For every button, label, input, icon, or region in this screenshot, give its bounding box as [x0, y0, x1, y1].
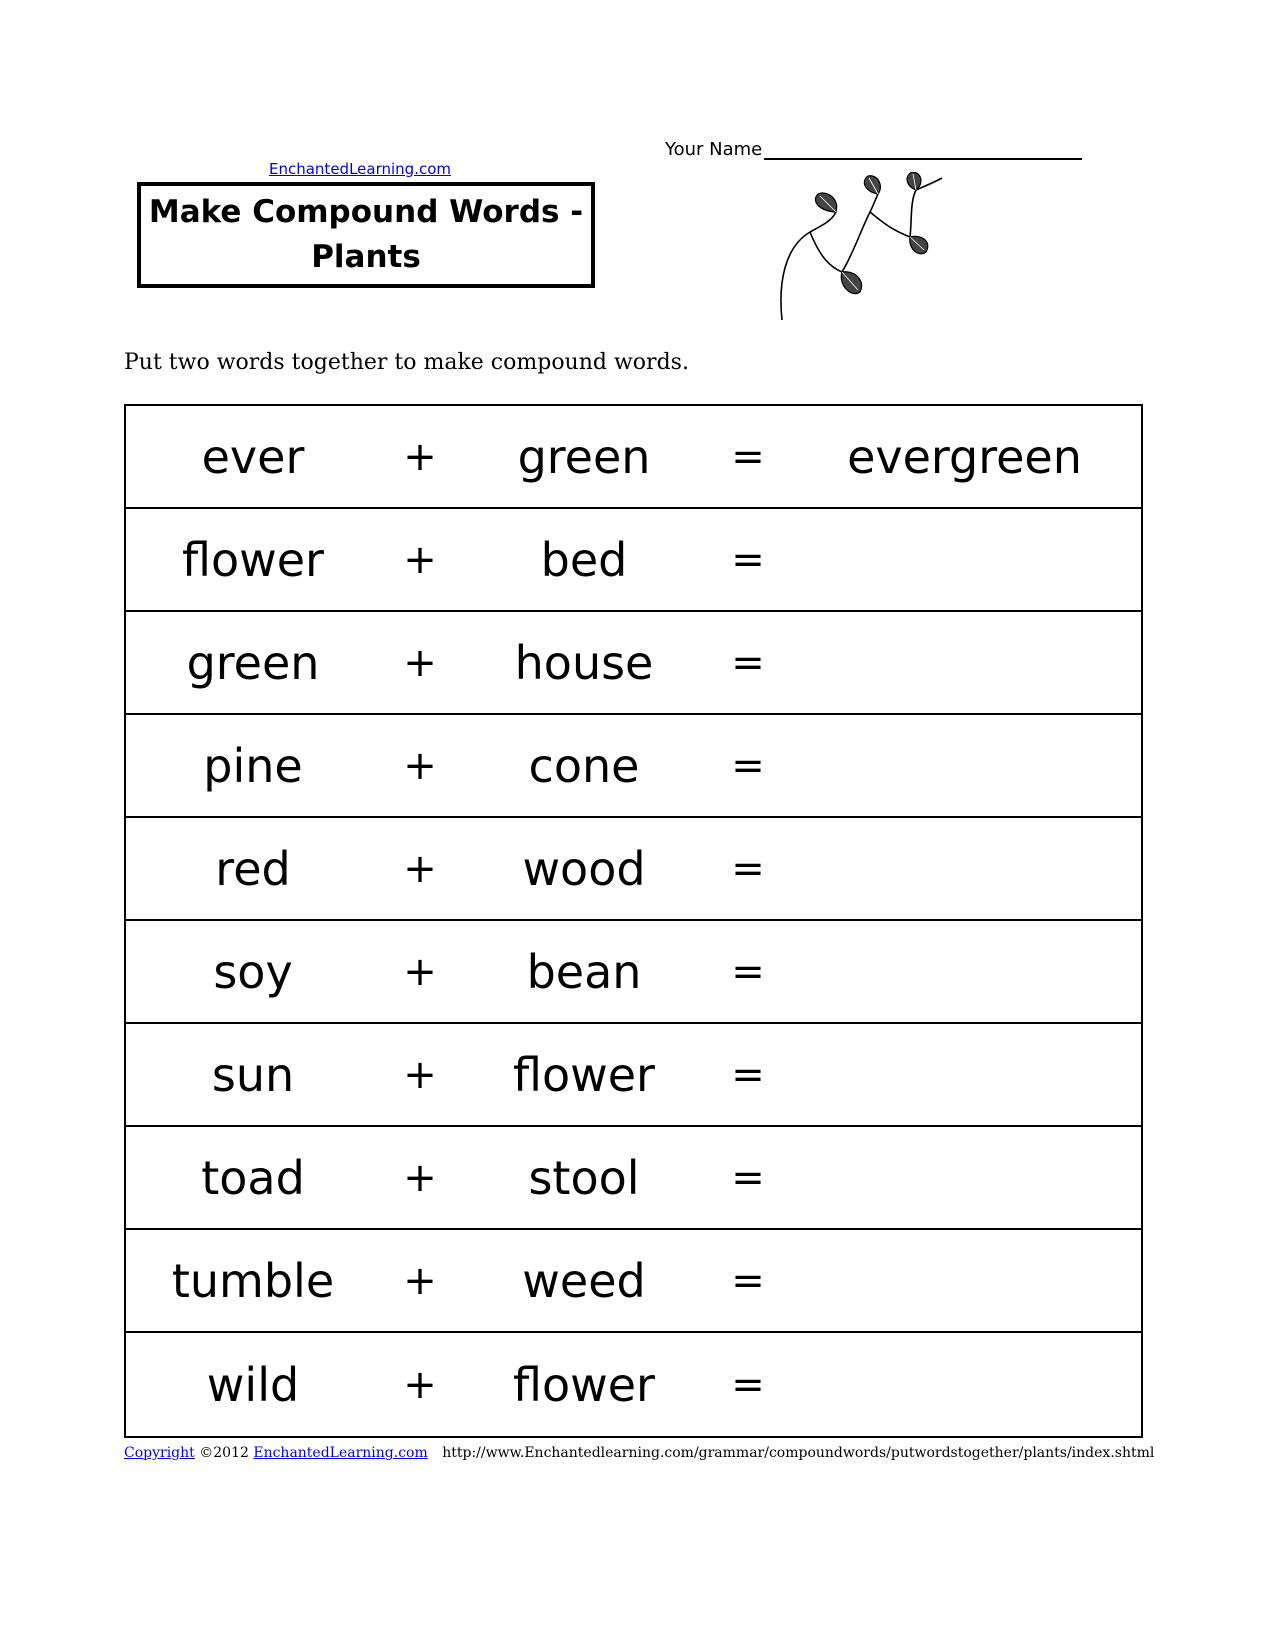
first-word: tumble [171, 1253, 335, 1308]
table-row [126, 1230, 1141, 1333]
table-row [126, 818, 1141, 921]
worksheet-title-box [137, 182, 595, 288]
equals-sign: = [731, 742, 765, 789]
name-blank-line [764, 138, 1082, 160]
table-row [126, 1024, 1141, 1127]
equals-sign: = [731, 1154, 765, 1201]
first-word: red [215, 841, 291, 896]
plus-sign: + [403, 1154, 437, 1201]
table-row [126, 1333, 1141, 1436]
site-link[interactable]: EnchantedLearning.com [269, 160, 451, 178]
second-word: weed [522, 1253, 646, 1308]
plus-sign: + [403, 639, 437, 686]
table-row [126, 612, 1141, 715]
equals-sign: = [731, 1051, 765, 1098]
first-word: flower [182, 532, 324, 587]
plus-sign: + [403, 1257, 437, 1304]
compound-word-table [124, 404, 1143, 1438]
plus-sign: + [403, 433, 437, 480]
equals-sign: = [731, 1361, 765, 1408]
instructions-text: Put two words together to make compound words. [124, 350, 689, 375]
first-word: soy [213, 944, 293, 999]
table-row [126, 509, 1141, 612]
first-word: pine [203, 738, 303, 793]
equals-sign: = [731, 639, 765, 686]
page-url: http://www.Enchantedlearning.com/grammar/compoundwords/putwordstogether/plants/index.shtml [442, 1445, 1155, 1461]
equals-sign: = [731, 948, 765, 995]
second-word: green [517, 429, 651, 484]
copyright-year: ©2012 [199, 1445, 249, 1461]
copyright-link[interactable]: Copyright [124, 1445, 195, 1461]
second-word: house [514, 635, 654, 690]
first-word: wild [206, 1357, 300, 1412]
second-word: wood [522, 841, 646, 896]
second-word: stool [528, 1150, 640, 1205]
plus-sign: + [403, 948, 437, 995]
second-word: flower [513, 1357, 655, 1412]
worksheet-title-line1: Make Compound Words - [148, 194, 584, 231]
table-row [126, 406, 1141, 509]
plus-sign: + [403, 1361, 437, 1408]
equals-sign: = [731, 1257, 765, 1304]
name-label: Your Name [665, 139, 763, 160]
name-field [665, 138, 1082, 160]
first-word: toad [201, 1150, 305, 1205]
worksheet-title-line2: Plants [311, 239, 421, 275]
second-word: bed [540, 532, 628, 587]
second-word: flower [513, 1047, 655, 1102]
equals-sign: = [731, 536, 765, 583]
footer-site-link[interactable]: EnchantedLearning.com [253, 1445, 428, 1461]
second-word: cone [528, 738, 640, 793]
footer [124, 1445, 1154, 1461]
equals-sign: = [731, 433, 765, 480]
table-row [126, 1127, 1141, 1230]
first-word: ever [201, 429, 305, 484]
second-word: bean [526, 944, 642, 999]
first-word: sun [211, 1047, 295, 1102]
plant-vine-illustration [770, 172, 970, 322]
answer-cell[interactable]: evergreen [847, 429, 1082, 484]
table-row [126, 715, 1141, 818]
plus-sign: + [403, 536, 437, 583]
equals-sign: = [731, 845, 765, 892]
plus-sign: + [403, 845, 437, 892]
first-word: green [186, 635, 320, 690]
plus-sign: + [403, 742, 437, 789]
plus-sign: + [403, 1051, 437, 1098]
table-row [126, 921, 1141, 1024]
